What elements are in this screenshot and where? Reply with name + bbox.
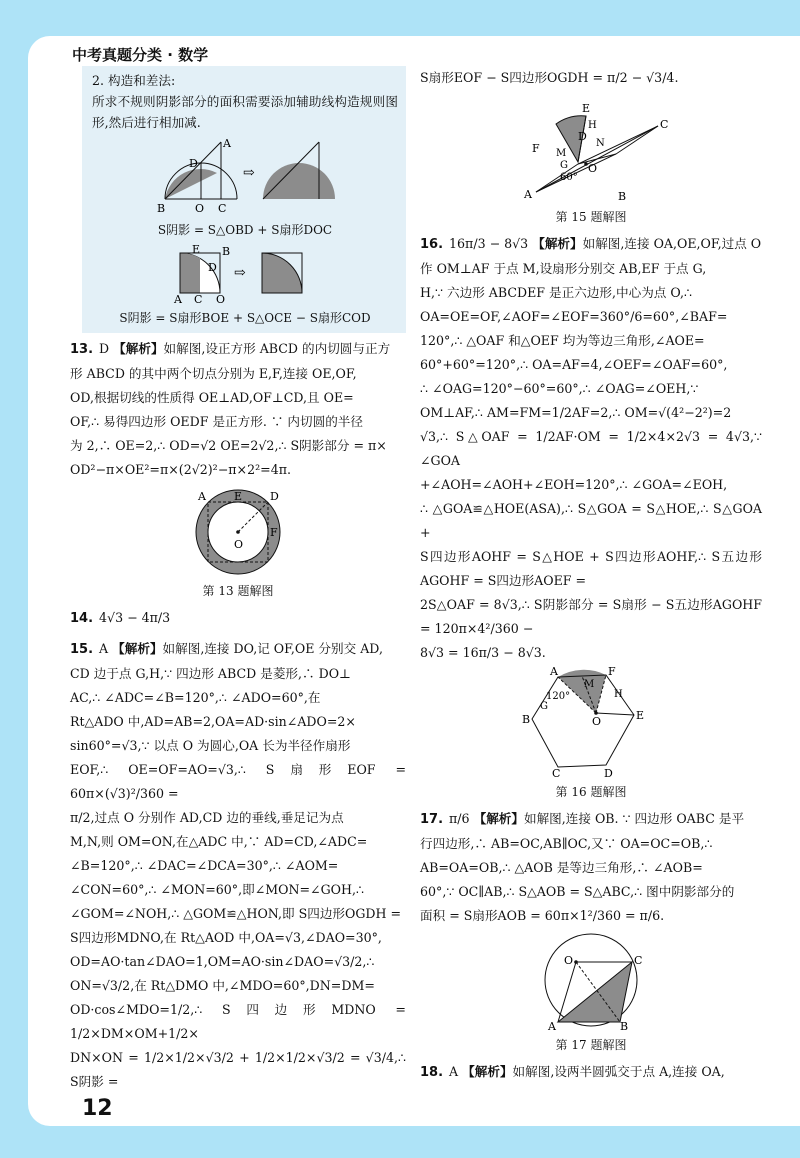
- box-figure-1: [155, 137, 335, 217]
- svg-text:⇨: ⇨: [243, 165, 255, 181]
- q16-line-3: OA=OE=OF,∠AOF=∠EOF=360°/6=60°,∠BAF=: [420, 309, 728, 324]
- q17-line-2: AB=OA=OB,∴ △AOB 是等边三角形,∴ ∠AOB=: [420, 860, 703, 875]
- svg-text:E: E: [636, 709, 645, 722]
- left-column: [70, 66, 406, 1094]
- svg-text:D: D: [578, 130, 587, 143]
- q15-answer: A: [99, 641, 109, 656]
- q16-line-10: ∴ △GOA≌△HOE(ASA),∴ S△GOA = S△HOE,∴ S△GOA +: [420, 501, 762, 540]
- q15-line-0: 如解图,连接 DO,记 OF,OE 分别交 AD,: [162, 641, 383, 656]
- q15-line-3: Rt△ADO 中,AD=AB=2,OA=AD·sin∠ADO=2×: [70, 714, 356, 729]
- svg-text:O: O: [234, 538, 244, 551]
- method-box: [82, 66, 406, 333]
- box-title: 2. 构造和差法:: [92, 73, 176, 88]
- box-formula-2: S阴影 = S扇形BOE + S△OCE − S扇形COD: [119, 311, 371, 325]
- svg-text:H: H: [614, 689, 623, 700]
- svg-text:A: A: [548, 1020, 556, 1033]
- svg-text:G: G: [540, 701, 548, 712]
- q13-line-3: OF,∴ 易得四边形 OEDF 是正方形. ∵ 内切圆的半径: [70, 414, 363, 429]
- page-header: 中考真题分类 · 数学: [72, 46, 209, 64]
- q13-answer: D: [99, 341, 110, 356]
- svg-text:A: A: [223, 137, 231, 150]
- svg-text:D: D: [604, 767, 613, 780]
- svg-text:B: B: [618, 190, 627, 203]
- svg-text:G: G: [560, 160, 568, 171]
- q17-line-0: 如解图,连接 OB. ∵ 四边形 OABC 是平: [523, 811, 745, 826]
- svg-text:A: A: [550, 665, 558, 678]
- svg-text:⇨: ⇨: [234, 265, 246, 281]
- question-13: [70, 337, 406, 600]
- page-number: 12: [82, 1096, 113, 1121]
- q13-line-2: OD,根据切线的性质得 OE⊥AD,OF⊥CD,且 OE=: [70, 390, 354, 405]
- q13-line-0: 如解图,设正方形 ABCD 的内切圆与正方: [163, 341, 391, 356]
- q15-line-12: OD=AO·tan∠DAO=1,OM=AO·sin∠DAO=√3/2,∴: [70, 954, 375, 969]
- question-14: [70, 606, 406, 631]
- q15-line-15: DN×ON = 1/2×1/2×√3/2 + 1/2×1/2×√3/2 = √3/4,∴ S阴影 =: [70, 1050, 406, 1089]
- svg-text:F: F: [270, 526, 278, 539]
- svg-text:D: D: [208, 261, 217, 274]
- q17-line-3: 60°,∵ OC∥AB,∴ S△AOB = S△ABC,∴ 图中阴影部分的: [420, 884, 735, 899]
- q13-tag: 【解析】: [113, 341, 164, 356]
- svg-text:M: M: [556, 148, 567, 159]
- svg-text:B: B: [157, 202, 166, 215]
- svg-text:A: A: [524, 188, 532, 201]
- q15-line-11: S四边形MDNO,在 Rt△AOD 中,OA=√3,∠DAO=30°,: [70, 930, 382, 945]
- q17-line-4: 面积 = S扇形AOB = 60π×1²/360 = π/6.: [420, 908, 665, 923]
- q16-line-8: √3,∴ S△OAF = 1/2AF·OM = 1/2×4×2√3 = 4√3,∵ ∠GOA: [420, 429, 762, 468]
- q13-number: 13.: [70, 342, 94, 357]
- q17-answer: π/6: [449, 811, 470, 826]
- q16-line-11: S四边形AOHF = S△HOE + S四边形AOHF,∴ S五边形AGOHF = S四边形AOEF =: [420, 549, 762, 588]
- svg-text:C: C: [634, 954, 643, 967]
- box-text: 所求不规则阴影部分的面积需要添加辅助线构造规则图形,然后进行相加减.: [92, 94, 398, 130]
- q16-answer: 16π/3 − 8√3: [449, 236, 529, 251]
- q15-line-14: OD·cos∠MDO=1/2,∴ S四边形MDNO = 1/2×DM×OM+1/2×: [70, 1002, 406, 1041]
- q15-figure: [516, 94, 669, 204]
- q15-caption: 第 15 题解图: [555, 210, 627, 224]
- q14-answer: 4√3 − 4π/3: [99, 610, 171, 625]
- svg-text:C: C: [218, 202, 227, 215]
- q13-line-5: OD²−π×OE²=π×(2√2)²−π×2²=4π.: [70, 462, 292, 477]
- svg-text:O: O: [216, 293, 226, 306]
- svg-text:E: E: [192, 243, 201, 256]
- svg-text:B: B: [222, 245, 231, 258]
- q15-line-1: CD 边于点 G,H,∵ 四边形 ABCD 是菱形,∴ DO⊥: [70, 666, 351, 681]
- q13-line-4: 为 2,∴ OE=2,∴ OD=√2 OE=2√2,∴ S阴影部分 = π×: [70, 438, 387, 453]
- svg-text:O: O: [588, 162, 598, 175]
- q15-line-8: ∠B=120°,∴ ∠DAC=∠DCA=30°,∴ ∠AOM=: [70, 858, 339, 873]
- box-figure-2: [170, 243, 320, 305]
- q18-answer: A: [449, 1064, 459, 1079]
- q16-tag: 【解析】: [532, 236, 583, 251]
- q17-line-1: 行四边形,∴ AB=OC,AB∥OC,又∵ OA=OC=OB,∴: [420, 836, 713, 851]
- q17-number: 17.: [420, 812, 444, 827]
- svg-text:O: O: [592, 715, 602, 728]
- q16-caption: 第 16 题解图: [555, 785, 627, 799]
- question-15: [70, 637, 406, 1094]
- svg-text:F: F: [608, 665, 616, 678]
- svg-text:C: C: [552, 767, 561, 780]
- svg-text:B: B: [620, 1020, 629, 1033]
- svg-text:O: O: [195, 202, 205, 215]
- svg-text:D: D: [189, 157, 198, 170]
- q15-number: 15.: [70, 642, 94, 657]
- svg-text:N: N: [596, 138, 605, 149]
- q16-line-5: 60°+60°=120°,∴ OA=AF=4,∠OEF=∠OAF=60°,: [420, 357, 728, 372]
- q16-line-9: +∠AOH=∠AOH+∠EOH=120°,∴ ∠GOA=∠EOH,: [420, 477, 728, 492]
- svg-text:D: D: [270, 490, 279, 503]
- q13-figure: [188, 486, 288, 578]
- q16-line-2: H,∵ 六边形 ABCDEF 是正六边形,中心为点 O,∴: [420, 285, 692, 300]
- q16-line-13: 8√3 = 16π/3 − 8√3.: [420, 645, 546, 660]
- q16-line-12: 2S△OAF = 8√3,∴ S阴影部分 = S扇形 − S五边形AGOHF = 120π×4²/360 −: [420, 597, 762, 636]
- svg-text:A: A: [174, 293, 182, 306]
- q15-line-13: ON=√3/2,在 Rt△DMO 中,∠MDO=60°,DN=DM=: [70, 978, 375, 993]
- page-sheet: [28, 36, 800, 1126]
- q18-number: 18.: [420, 1065, 444, 1080]
- q17-figure: [536, 932, 646, 1032]
- svg-text:E: E: [234, 490, 243, 503]
- svg-text:H: H: [588, 120, 597, 131]
- q15-line-6: π/2,过点 O 分别作 AD,CD 边的垂线,垂足记为点: [70, 810, 344, 825]
- q18-tag: 【解析】: [462, 1064, 513, 1079]
- q17-caption: 第 17 题解图: [555, 1038, 627, 1052]
- q16-line-4: 120°,∴ △OAF 和△OEF 均为等边三角形,∠AOE=: [420, 333, 705, 348]
- q16-number: 16.: [420, 237, 444, 252]
- q16-line-0: 如解图,连接 OA,OE,OF,过点 O: [582, 236, 762, 251]
- svg-text:60°: 60°: [560, 172, 578, 183]
- q13-caption: 第 13 题解图: [202, 584, 274, 598]
- svg-text:O: O: [564, 954, 574, 967]
- q15-line-9: ∠CON=60°,∴ ∠MON=60°,即∠MON=∠GOH,∴: [70, 882, 364, 897]
- q16-line-6: ∴ ∠OAG=120°−60°=60°,∴ ∠OAG=∠OEH,∵: [420, 381, 699, 396]
- question-18: [420, 1060, 762, 1085]
- svg-text:C: C: [194, 293, 203, 306]
- svg-text:120°: 120°: [546, 691, 571, 702]
- q18-line: 如解图,设两半圆弧交于点 A,连接 OA,: [512, 1064, 725, 1079]
- question-16: [420, 232, 762, 801]
- svg-text:A: A: [198, 490, 206, 503]
- question-17: [420, 807, 762, 1054]
- q15-line-4: sin60°=√3,∵ 以点 O 为圆心,OA 长为半径作扇形: [70, 738, 351, 753]
- svg-text:E: E: [582, 102, 591, 115]
- q15-tag: 【解析】: [112, 641, 163, 656]
- q16-line-1: 作 OM⊥AF 于点 M,设扇形分别交 AB,EF 于点 G,: [420, 261, 707, 276]
- svg-text:C: C: [660, 118, 669, 131]
- q17-tag: 【解析】: [473, 811, 524, 826]
- svg-text:F: F: [532, 142, 540, 155]
- q16-line-7: OM⊥AF,∴ AM=FM=1/2AF=2,∴ OM=√(4²−2²)=2: [420, 405, 732, 420]
- right-column: [420, 66, 762, 1085]
- q15-line-5: EOF,∴ OE=OF=AO=√3,∴ S扇形EOF = 60π×(√3)²/360 =: [70, 762, 406, 801]
- svg-text:B: B: [522, 713, 531, 726]
- q15-continued: S扇形EOF − S四边形OGDH = π/2 − √3/4.: [420, 70, 679, 85]
- q15-line-7: M,N,则 OM=ON,在△ADC 中,∵ AD=CD,∠ADC=: [70, 834, 368, 849]
- q13-line-1: 形 ABCD 的其中两个切点分别为 E,F,连接 OE,OF,: [70, 366, 357, 381]
- q15-line-2: AC,∴ ∠ADC=∠B=120°,∴ ∠ADO=60°,在: [70, 690, 321, 705]
- q15-line-10: ∠GOM=∠NOH,∴ △GOM≌△HON,即 S四边形OGDH =: [70, 906, 402, 921]
- q14-number: 14.: [70, 611, 94, 626]
- box-formula-1: S阴影 = S△OBD + S扇形DOC: [157, 223, 333, 237]
- svg-text:M: M: [584, 679, 595, 690]
- q16-figure: [516, 665, 666, 780]
